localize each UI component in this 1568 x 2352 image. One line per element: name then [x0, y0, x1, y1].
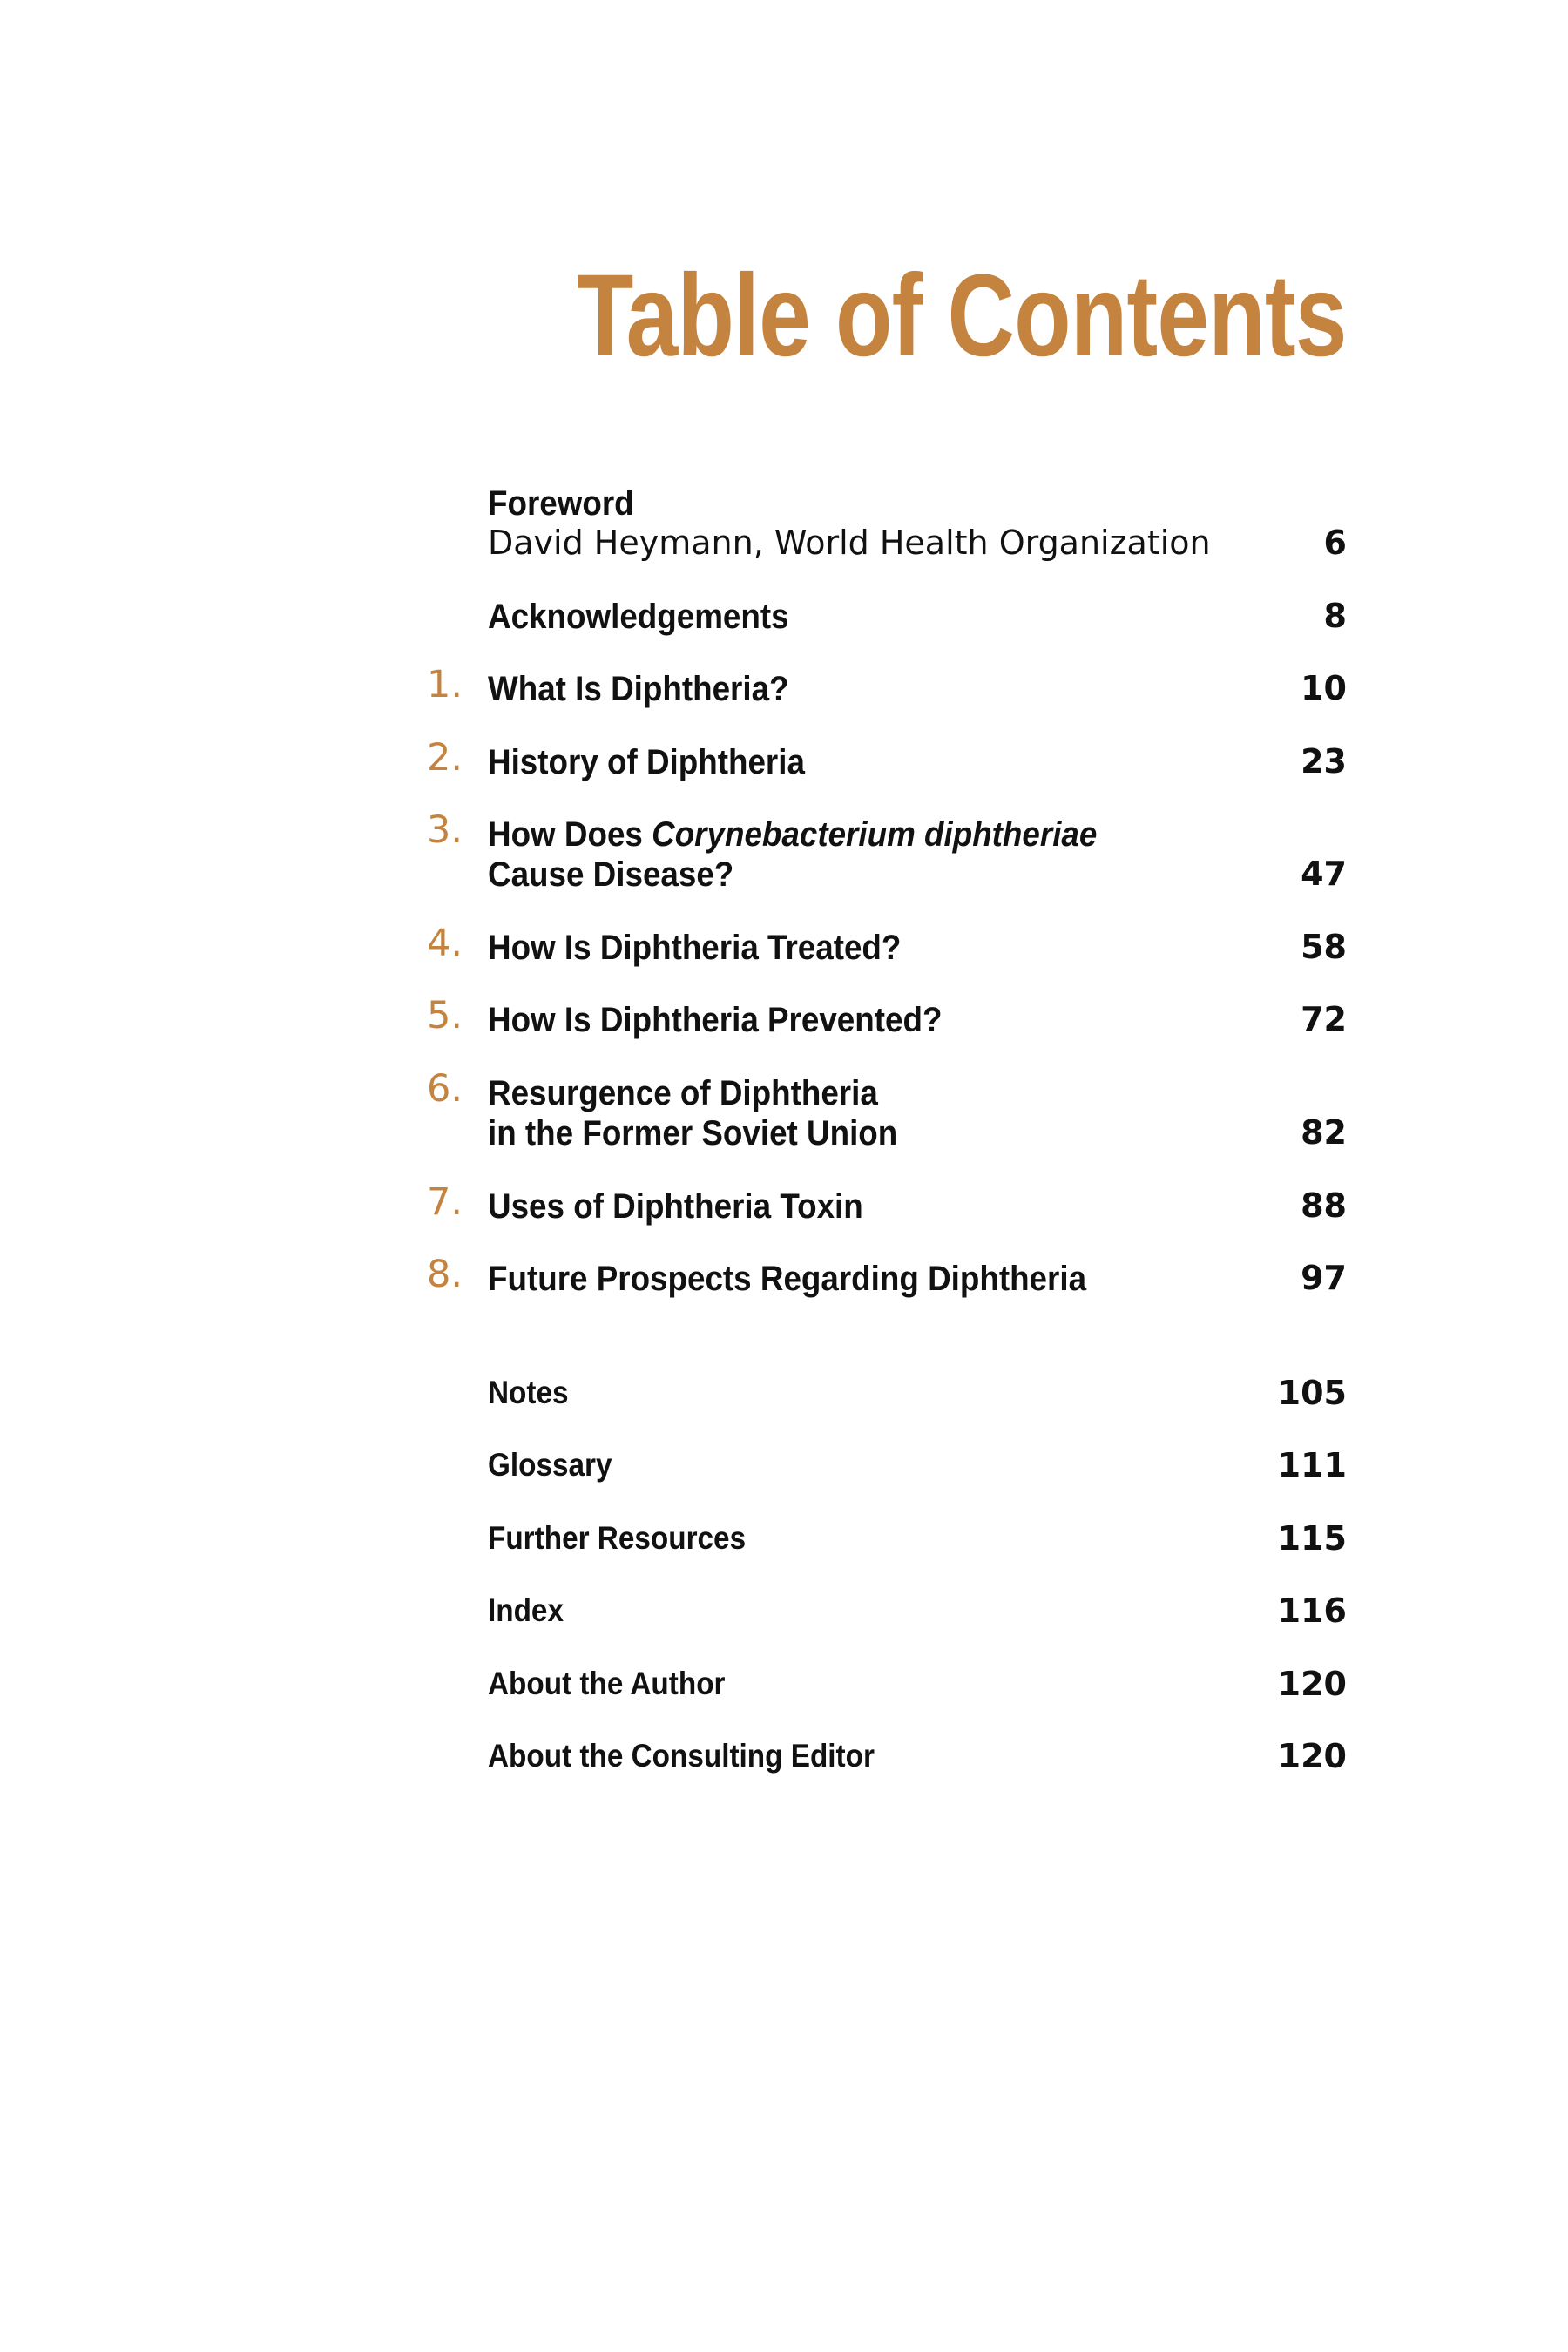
entry-title: How Is Diphtheria Prevented? [488, 1001, 943, 1039]
chapter-number: 5. [427, 994, 463, 1037]
chapter-number: 8. [427, 1253, 463, 1296]
entry-title: Acknowledgements [488, 598, 789, 636]
chapter-number: 2. [427, 736, 463, 780]
entry-page-number: 10 [1301, 669, 1347, 707]
entry-title: Uses of Diphtheria Toxin [488, 1187, 863, 1226]
entry-title-line-2: Cause Disease? [488, 855, 734, 894]
entry-title: How Is Diphtheria Treated? [488, 929, 902, 967]
entry-page-number: 8 [1323, 597, 1347, 635]
entry-page-number: 82 [1301, 1113, 1347, 1152]
entry-page-number: 72 [1301, 1000, 1347, 1038]
chapter-number: 4. [427, 922, 463, 965]
entry-title: History of Diphtheria [488, 743, 805, 781]
entry-title-prefix: How Does [488, 815, 652, 854]
entry-title: Index [488, 1592, 564, 1628]
entry-page-number: 120 [1277, 1737, 1347, 1775]
chapter-number: 1. [427, 663, 463, 706]
entry-title: Future Prospects Regarding Diphtheria [488, 1260, 1087, 1298]
entry-title-line-1: Resurgence of Diphtheria [488, 1074, 878, 1112]
entry-title-italic: Corynebacterium diphtheriae [652, 815, 1098, 854]
entry-title: Foreword [488, 484, 634, 523]
entry-page-number: 105 [1277, 1374, 1347, 1412]
entry-title: About the Author [488, 1666, 726, 1701]
entry-page-number: 115 [1277, 1519, 1347, 1558]
chapter-number: 6. [427, 1067, 463, 1111]
entry-page-number: 23 [1301, 742, 1347, 781]
entry-page-number: 116 [1277, 1592, 1347, 1630]
page-title: Table of Contents [577, 251, 1347, 381]
entry-title: Notes [488, 1375, 569, 1410]
entry-page-number: 6 [1323, 524, 1347, 562]
entry-page-number: 111 [1277, 1446, 1347, 1484]
entry-page-number: 97 [1301, 1259, 1347, 1297]
entry-subtitle: David Heymann, World Health Organization [488, 524, 1211, 562]
entry-page-number: 47 [1301, 855, 1347, 893]
entry-title: About the Consulting Editor [488, 1738, 875, 1774]
chapter-number: 7. [427, 1180, 463, 1224]
chapter-number: 3. [427, 808, 463, 852]
entry-page-number: 120 [1277, 1665, 1347, 1703]
entry-title-line-1 [488, 817, 1097, 852]
entry-page-number: 88 [1301, 1186, 1347, 1225]
entry-title: What Is Diphtheria? [488, 670, 789, 708]
entry-title-line-2: in the Former Soviet Union [488, 1114, 898, 1152]
entry-page-number: 58 [1301, 928, 1347, 966]
entry-title: Further Resources [488, 1520, 747, 1556]
entry-title: Glossary [488, 1447, 612, 1483]
